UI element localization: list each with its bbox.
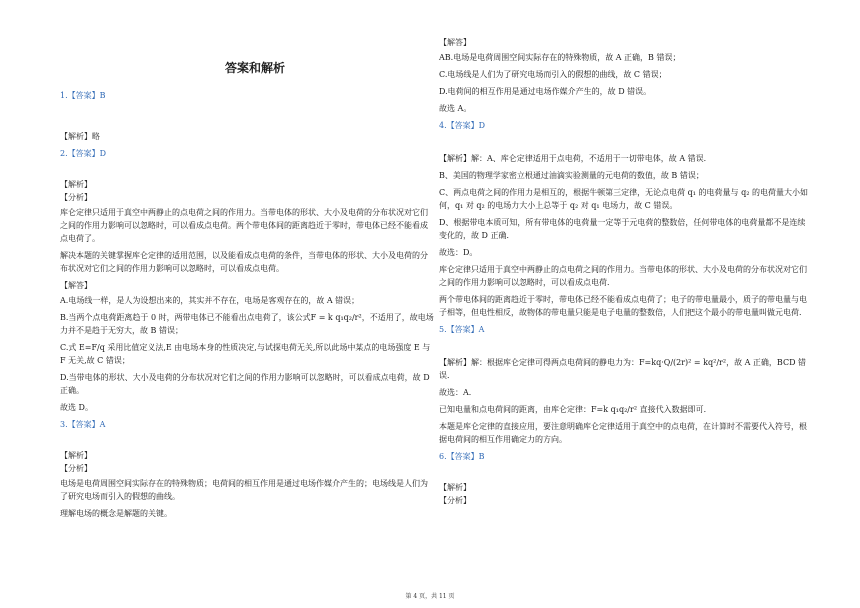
right-column xyxy=(439,36,809,507)
q1-answer: 1.【答案】B xyxy=(60,91,106,100)
q3-option-c: C.电场线是人们为了研究电场而引入的假想的曲线，故 C 错误； xyxy=(439,70,667,79)
q6-jiexi: 【解析】 xyxy=(439,483,471,492)
q1-jiexi: 【解析】略 xyxy=(60,132,100,141)
q2-jieda: 【解答】 xyxy=(60,281,92,290)
page-footer: 第 4 页，共 11 页 xyxy=(405,593,455,600)
q3-fenxi: 【分析】 xyxy=(60,464,92,473)
q4-jiexi-a: 【解析】解：A、库仑定律适用于点电荷，不适用于一切带电体，故 A 错误． xyxy=(439,154,712,163)
q3-option-ab: AB.电场是电荷周围空间实际存在的特殊物质，故 A 正确，B 错误； xyxy=(439,53,681,62)
q5-p2: 本题是库仑定律的直接应用，要注意明确库仑定律适用于真空中的点电荷，在计算时不需要代入符号，根据电荷间的相互作用确定力的方向。 xyxy=(439,422,807,444)
q2-option-c: C.式 E=F/q 采用比值定义法,E 由电场本身的性质决定,与试探电荷无关,所以此场中某点的电场强度 E 与 F 无关,故 C 错误； xyxy=(60,343,431,365)
q5-answer: 5.【答案】A xyxy=(439,325,485,334)
q4-option-c: C、两点电荷之间的作用力是相互的，根据牛顿第三定律，无论点电荷 q₁ 的电荷量与 q₂ 的电荷量大小如何，q₁ 对 q₂ 的电场力大小上总等于 q₂ 对 q₁ 电场力，故 C 错误。 xyxy=(439,188,808,210)
q6-answer: 6.【答案】B xyxy=(439,452,485,461)
q2-fenxi: 【分析】 xyxy=(60,193,92,202)
q3-analysis-p1: 电场是电荷周围空间实际存在的特殊物质；电荷间的相互作用是通过电场作媒介产生的；电场线是人们为了研究电场而引入的假想的曲线。 xyxy=(60,479,428,501)
q4-p1: 库仑定律只适用于真空中两静止的点电荷之间的作用力。当带电体的形状、大小及电荷的分布状况对它们之间的作用力影响可以忽略时，可以看成点电荷． xyxy=(439,265,807,287)
q4-option-d: D、根据带电本质可知，所有带电体的电荷量一定等于元电荷的整数倍，任何带电体的电荷量都不是连续变化的，故 D 正确． xyxy=(439,218,806,240)
q5-p1: 已知电量和点电荷间的距离，由库仑定律：F=k q₁q₂/r² 直接代入数据即可． xyxy=(439,405,712,414)
q2-answer: 2.【答案】D xyxy=(60,149,107,158)
q2-option-d: D.当带电体的形状、大小及电荷的分布状况对它们之间的作用力影响可以忽略时，可以看成点电荷，故 D 正确。 xyxy=(60,373,430,395)
q4-choice: 故选：D。 xyxy=(439,248,478,257)
q2-option-a: A.电场线一样，是人为设想出来的，其实并不存在，电场是客观存在的，故 A 错误； xyxy=(60,296,360,305)
q4-answer: 4.【答案】D xyxy=(439,121,486,130)
q3-jieda: 【解答】 xyxy=(439,38,471,47)
q3-choice: 故选 A。 xyxy=(439,104,472,113)
q5-jiexi: 【解析】解：根据库仑定律可得两点电荷间的静电力为：F=kq·Q/(2r)² = kq²/r²，故 A 正确，BCD 错误． xyxy=(439,358,807,380)
page-title: 答案和解析 xyxy=(224,61,285,75)
q2-analysis-p1: 库仑定律只适用于真空中两静止的点电荷之间的作用力。当带电体的形状、大小及电荷的分布状况对它们之间的作用力影响可以忽略时，可以看成点电荷。两个带电体间的距离趋近于零时，带电体已经不能看成点电荷了。 xyxy=(60,208,428,243)
q3-answer: 3.【答案】A xyxy=(60,420,106,429)
q4-p2: 两个带电体间的距离趋近于零时，带电体已经不能看成点电荷了；电子的带电量最小，质子的带电量与电子相等，但电性相反，故物体的带电量只能是电子电量的整数倍，人们把这个最小的带电量叫做元电荷． xyxy=(439,295,807,317)
q4-option-b: B、美国的物理学家密立根通过油滴实验测量的元电荷的数值，故 B 错误； xyxy=(439,171,704,180)
q2-analysis-p2: 解决本题的关键掌握库仑定律的适用范围，以及能看成点电荷的条件，当带电体的形状、大小及电荷的分布状况对它们之间的作用力影响可以忽略时，可以看成点电荷。 xyxy=(60,251,428,273)
q6-fenxi: 【分析】 xyxy=(439,496,471,505)
q2-option-b: B.当两个点电荷距离趋于 0 时，两带电体已不能看出点电荷了，该公式F = k q₁q₂/r²，不适用了，故电场力并不是趋于无穷大，故 B 错误； xyxy=(60,313,434,335)
q3-option-d: D.电荷间的相互作用是通过电场作媒介产生的，故 D 错误。 xyxy=(439,87,652,96)
left-column xyxy=(60,36,435,524)
q2-choice: 故选 D。 xyxy=(60,403,93,412)
q2-jiexi: 【解析】 xyxy=(60,180,92,189)
q3-analysis-p2: 理解电场的概念是解题的关键。 xyxy=(60,509,172,518)
q5-choice: 故选：A． xyxy=(439,388,477,397)
q3-jiexi: 【解析】 xyxy=(60,451,92,460)
